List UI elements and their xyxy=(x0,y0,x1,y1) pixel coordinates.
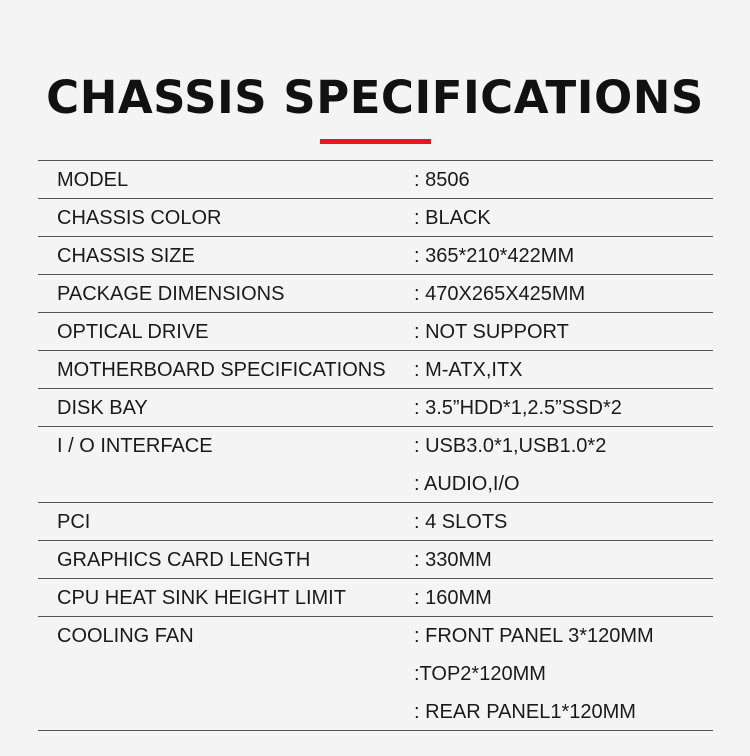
spec-label: CHASSIS COLOR xyxy=(57,207,222,229)
spec-label: DISK BAY xyxy=(57,397,148,419)
spec-row xyxy=(38,541,713,579)
spec-label: PCI xyxy=(57,511,91,533)
spec-row xyxy=(38,313,713,351)
title-accent-divider xyxy=(320,139,431,144)
spec-value: : REAR PANEL1*120MM xyxy=(414,701,636,723)
spec-row xyxy=(38,617,713,731)
spec-row xyxy=(38,237,713,275)
spec-row xyxy=(38,503,713,541)
spec-value: : FRONT PANEL 3*120MM xyxy=(414,625,654,647)
spec-values xyxy=(414,275,585,313)
spec-value: : 470X265X425MM xyxy=(414,283,586,305)
spec-values xyxy=(414,389,622,427)
spec-value: : 4 SLOTS xyxy=(414,511,508,533)
spec-label: CHASSIS SIZE xyxy=(57,245,195,267)
spec-values xyxy=(414,617,654,731)
spec-values xyxy=(414,161,470,199)
spec-value: : AUDIO,I/O xyxy=(414,473,520,495)
spec-value: : BLACK xyxy=(414,207,491,229)
spec-values xyxy=(414,237,574,275)
spec-row xyxy=(38,275,713,313)
spec-label: OPTICAL DRIVE xyxy=(57,321,209,343)
spec-values xyxy=(414,199,491,237)
spec-row xyxy=(38,579,713,617)
spec-value: : 3.5”HDD*1,2.5”SSD*2 xyxy=(414,397,622,419)
spec-label: COOLING FAN xyxy=(57,625,194,647)
spec-values xyxy=(414,427,606,503)
spec-row xyxy=(38,199,713,237)
spec-row xyxy=(38,161,713,199)
spec-values xyxy=(414,503,507,541)
spec-value: : 160MM xyxy=(414,587,492,609)
spec-values xyxy=(414,351,523,389)
spec-label: PACKAGE DIMENSIONS xyxy=(57,283,285,305)
spec-row xyxy=(38,351,713,389)
spec-label: GRAPHICS CARD LENGTH xyxy=(57,549,311,571)
spec-value: :TOP2*120MM xyxy=(414,663,546,685)
specifications-table xyxy=(38,160,713,731)
spec-values xyxy=(414,313,569,351)
spec-values xyxy=(414,579,492,617)
page-title: CHASSIS SPECIFICATIONS xyxy=(46,71,704,124)
spec-value: : USB3.0*1,USB1.0*2 xyxy=(414,435,607,457)
spec-values xyxy=(414,541,492,579)
spec-label: CPU HEAT SINK HEIGHT LIMIT xyxy=(57,587,346,609)
spec-label: MOTHERBOARD SPECIFICATIONS xyxy=(57,359,386,381)
spec-value: : 8506 xyxy=(414,169,470,191)
spec-value: : NOT SUPPORT xyxy=(414,321,569,343)
spec-value: : M-ATX,ITX xyxy=(414,359,523,381)
spec-row xyxy=(38,389,713,427)
spec-value: : 365*210*422MM xyxy=(414,245,575,267)
spec-row xyxy=(38,427,713,503)
spec-label: I / O INTERFACE xyxy=(57,435,213,457)
spec-value: : 330MM xyxy=(414,549,492,571)
spec-label: MODEL xyxy=(57,169,129,191)
